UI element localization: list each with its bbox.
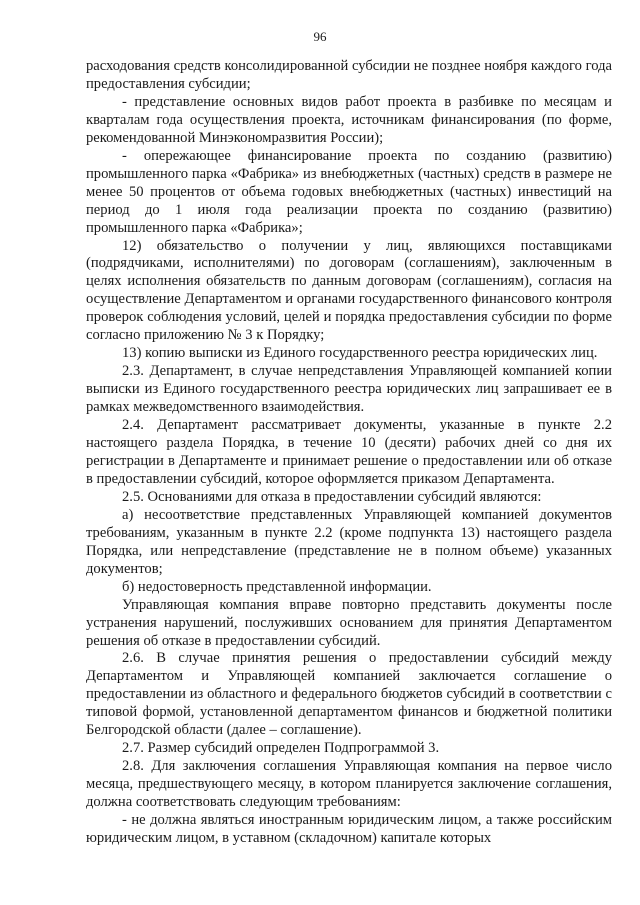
paragraph: - опережающее финансирование проекта по созданию (развитию) промышленного парка «Фабрика» из внебюджетных (частных) средств в размере не менее 50 процентов от объема годовых внебюджетных (частных) инвестиций на период до 1 июля года реализации проекта по созданию (развитию) промышленного парка «Фабрика»; (86, 147, 612, 236)
paragraph: б) недостоверность представленной информации. (122, 578, 432, 595)
paragraph: 12) обязательство о получении у лиц, являющихся поставщиками (подрядчиками, исполнителями) по договорам (соглашениям), заключенным в целях исполнения обязательств по данным договорам (соглашениям), согласия на осуществление Департаментом и органами государственного финансового контроля проверок соблюдения условий, целей и порядка предоставления субсидии по форме согласно приложению № 3 к Порядку; (86, 237, 612, 344)
paragraph: 2.8. Для заключения соглашения Управляющая компания на первое число месяца, предшествующего месяцу, в котором планируется заключение соглашения, должна соответствовать следующим требованиям: (86, 758, 612, 811)
document-body (86, 58, 612, 848)
paragraph: Управляющая компания вправе повторно представить документы после устранения нарушений, послуживших основанием для принятия Департаментом решения об отказе в предоставлении субсидий. (86, 596, 612, 649)
paragraph: 2.5. Основаниями для отказа в предоставлении субсидий являются: (122, 488, 542, 505)
paragraph: 13) копию выписки из Единого государственного реестра юридических лиц. (122, 345, 598, 362)
paragraph: 2.4. Департамент рассматривает документы, указанные в пункте 2.2 настоящего раздела Порядка, в течение 10 (десяти) рабочих дней со дня их регистрации в Департаменте и принимает решение о предоставлении или об отказе в предоставлении субсидий, которое оформляется приказом Департамента. (86, 417, 612, 487)
page-number: 96 (313, 29, 327, 44)
paragraph: а) несоответствие представленных Управляющей компанией документов требованиям, указанным в пункте 2.2 (кроме подпункта 13) настоящего раздела Порядка, или непредставление (представление не в полном объеме) указанных документов; (86, 506, 612, 577)
paragraph: - не должна являться иностранным юридическим лицом, а также российским юридическим лицом, в уставном (складочном) капитале которых (86, 812, 612, 846)
paragraph: 2.3. Департамент, в случае непредставления Управляющей компанией копии выписки из Единого государственного реестра юридических лиц запрашивает ее в рамках межведомственного взаимодействия. (86, 363, 612, 416)
paragraph: 2.7. Размер субсидий определен Подпрограммой 3. (122, 740, 440, 757)
paragraph: - представление основных видов работ проекта в разбивке по месяцам и кварталам года осуществления проекта, источникам финансирования (по форме, рекомендованной Минэкономразвития России); (86, 93, 612, 146)
paragraph: 2.6. В случае принятия решения о предоставлении субсидий между Департаментом и Управляющей компанией заключается соглашение о предоставлении из областного и федерального бюджетов субсидий в соответствии с типовой формой, установленной департаментом финансов и бюджетной политики Белгородской области (далее – соглашение). (86, 650, 612, 739)
paragraph: расходования средств консолидированной субсидии не позднее ноября каждого года предоставления субсидии; (86, 58, 612, 92)
